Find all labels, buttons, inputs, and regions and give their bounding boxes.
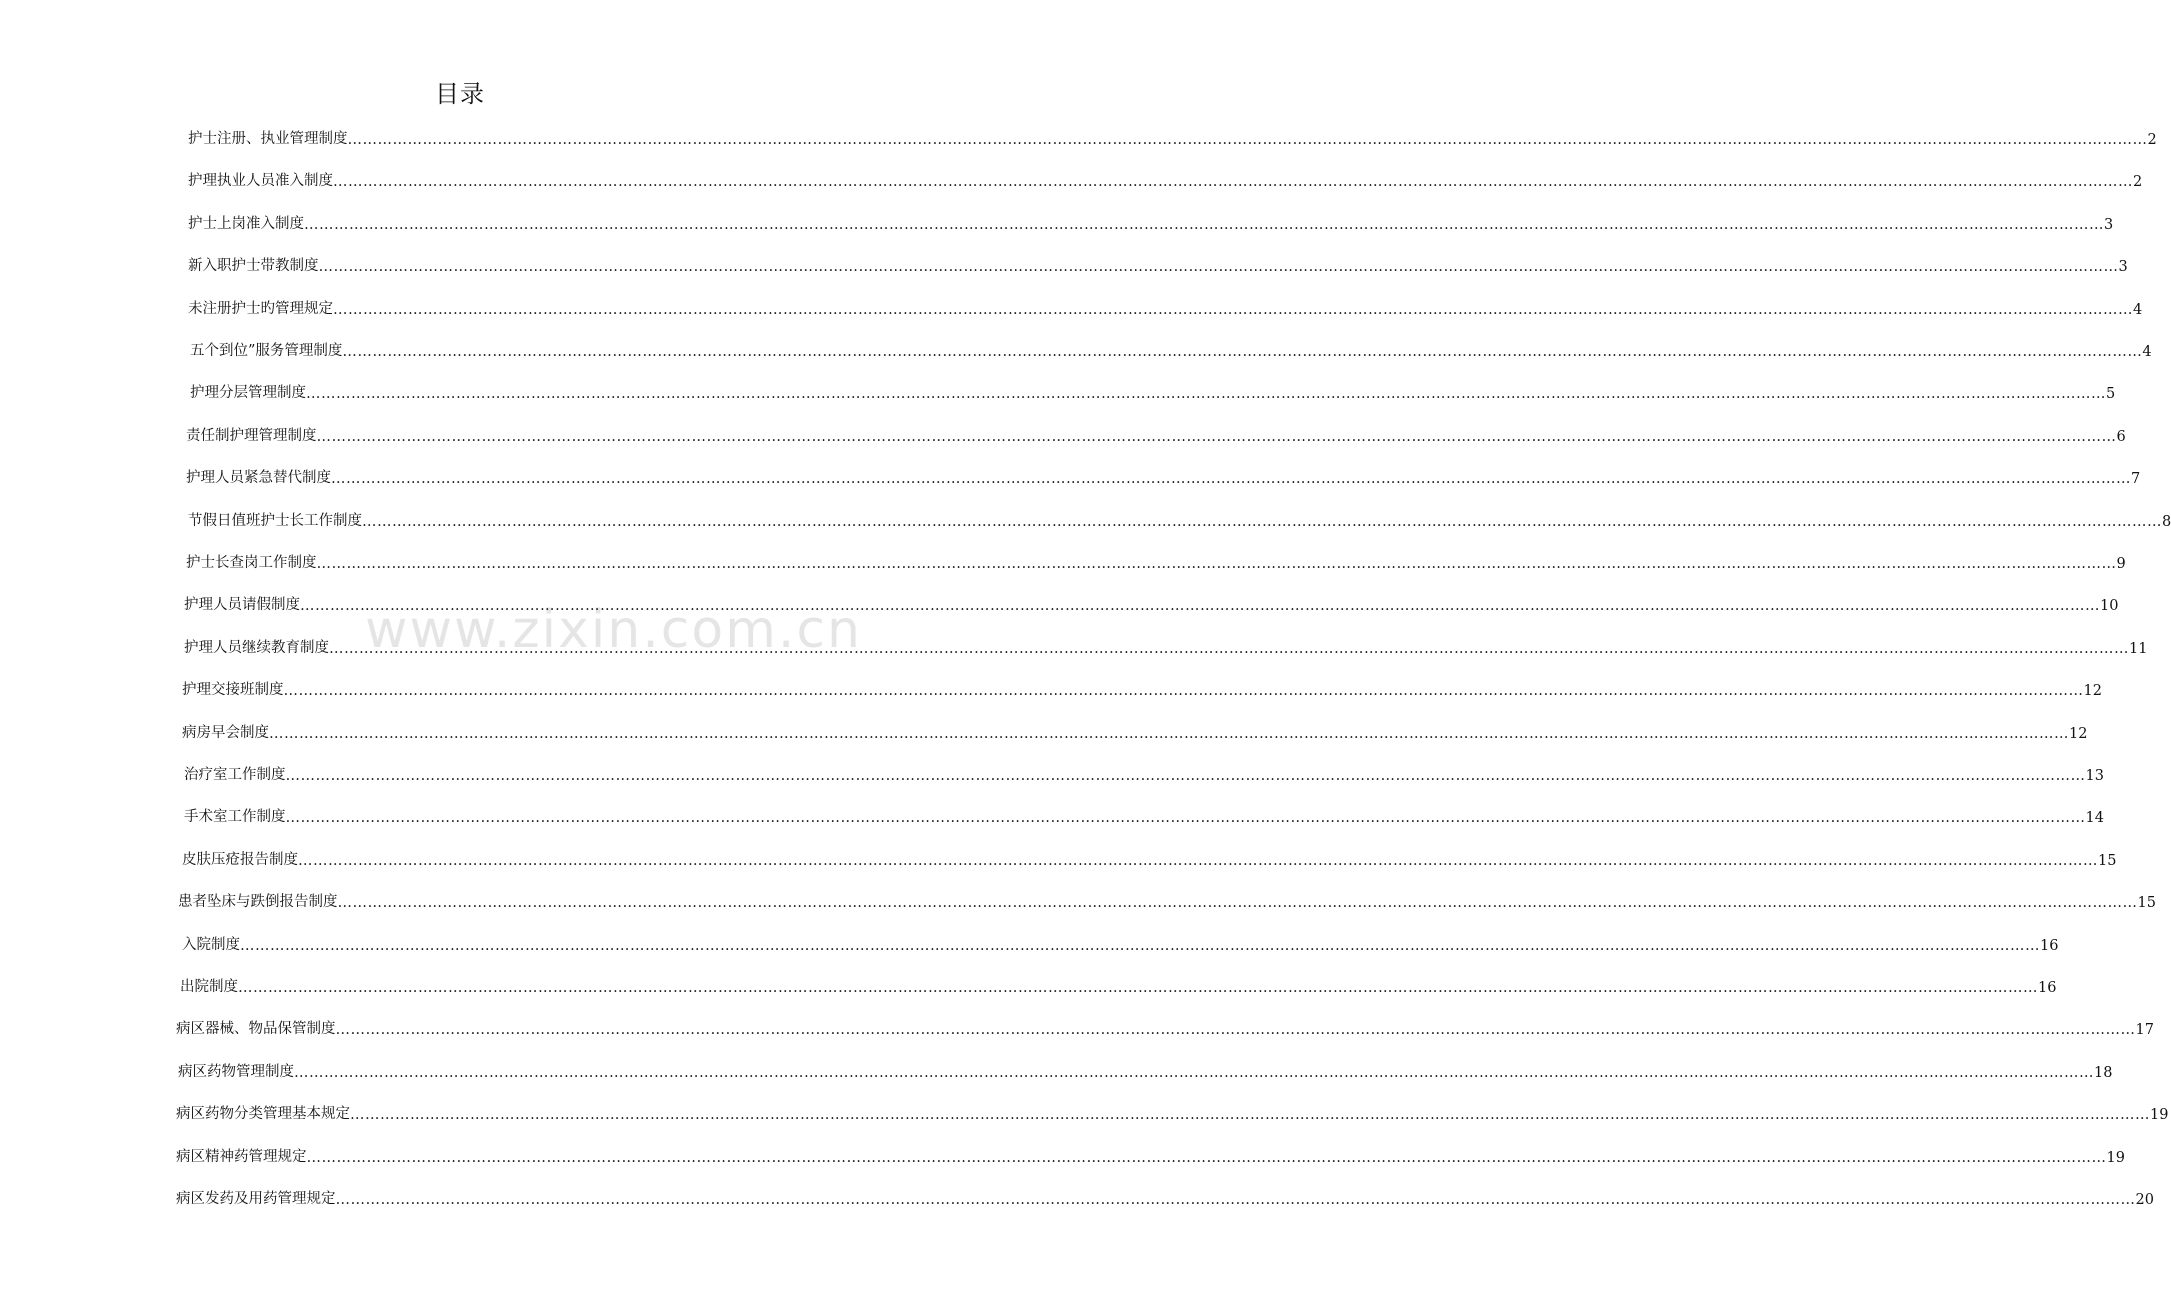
toc-leader-dots: ……………………………………………………………………………………………………………………………………………………………………………………………………………………………………………………………………………………………………………………………… [337,895,2138,912]
toc-entry[interactable] [182,720,2088,742]
toc-entry-label: 护理人员继续教育制度 [184,639,329,656]
toc-entry-label: 护理交接班制度 [182,682,284,699]
toc-page-number: 9 [2116,556,2126,572]
toc-entry-label: 病房早会制度 [182,724,269,741]
toc-page-number: 8 [2162,513,2171,530]
toc-entry-label: 治疗室工作制度 [184,767,286,783]
toc-entry-label: 患者坠床与跌倒报告制度 [178,894,338,911]
toc-entry-label: 病区药物分类管理基本规定 [176,1106,350,1123]
toc-entry[interactable] [176,1016,2154,1039]
toc-page-number: 19 [2106,1149,2125,1166]
toc-leader-dots: ……………………………………………………………………………………………………………………………………………………………………………………………………………………………………………………………………………………………………………………………… [329,640,2129,657]
toc-entry[interactable] [184,592,2119,615]
toc-leader-dots: ……………………………………………………………………………………………………………………………………………………………………………………………………………………………………………………………………………………………………………………………… [333,301,2133,318]
toc-leader-dots: ……………………………………………………………………………………………………………………………………………………………………………………………………………………………………………………………………………………………………………………………… [316,556,2117,572]
toc-page-number: 4 [2133,301,2143,318]
toc-leader-dots: ……………………………………………………………………………………………………………………………………………………………………………………………………………………………………………………………………………………………………………………………… [316,428,2117,445]
toc-entry-label: 护理分层管理制度 [190,385,306,402]
toc-entry[interactable] [186,550,2126,572]
toc-page-number: 6 [2116,428,2126,445]
toc-leader-dots: ……………………………………………………………………………………………………………………………………………………………………………………………………………………………………………………………………………………………………………………………… [304,216,2104,233]
toc-entry[interactable] [188,168,2143,191]
toc-entry-label: 护理人员紧急替代制度 [186,470,331,487]
toc-page-number: 17 [2135,1022,2154,1039]
toc-leader-dots: ……………………………………………………………………………………………………………………………………………………………………………………………………………………………………………………………………………………………………………………………… [306,1149,2107,1166]
toc-leader-dots: ……………………………………………………………………………………………………………………………………………………………………………………………………………………………………………………………………………………………………………………………… [294,1064,2094,1081]
toc-page-number: 14 [2085,810,2104,827]
toc-entry-label: 入院制度 [182,936,240,953]
watermark: www.zixin.com.cn [365,600,862,660]
toc-page-number: 2 [2133,174,2143,191]
toc-leader-dots: ……………………………………………………………………………………………………………………………………………………………………………………………………………………………………………………………………………………………………………………………… [342,344,2143,360]
toc-entry[interactable] [186,465,2141,488]
toc-leader-dots: ……………………………………………………………………………………………………………………………………………………………………………………………………………………………………………………………………………………………………………………………… [285,768,2086,784]
toc-entry[interactable] [182,847,2117,869]
toc-entry-label: 新入职护士带教制度 [188,258,319,275]
toc-entry[interactable] [188,211,2114,233]
toc-page-number: 11 [2129,640,2148,657]
toc-entry[interactable] [182,932,2059,954]
toc-entry[interactable] [184,762,2104,784]
toc-leader-dots: ……………………………………………………………………………………………………………………………………………………………………………………………………………………………………………………………………………………………………………………………… [335,1022,2136,1039]
toc-entry[interactable] [186,423,2126,445]
toc-page-number: 3 [2118,259,2128,276]
toc-entry-label: 手术室工作制度 [184,809,286,826]
toc-entry[interactable] [178,889,2156,912]
toc-leader-dots: ……………………………………………………………………………………………………………………………………………………………………………………………………………………………………………………………………………………………………………………………… [238,980,2038,996]
toc-entry[interactable] [184,804,2104,827]
toc-entry-label: 节假日值班护士长工作制度 [188,512,362,529]
toc-page-number: 12 [2083,683,2102,700]
toc-entry-label: 病区发药及用药管理规定 [176,1191,336,1207]
toc-page-number: 16 [2040,937,2059,954]
toc-entry-label: 病区精神药管理规定 [176,1148,307,1165]
toc-entry-label: 皮肤压疮报告制度 [182,851,298,868]
toc-page-number: 3 [2104,216,2114,233]
toc-leader-dots: ……………………………………………………………………………………………………………………………………………………………………………………………………………………………………………………………………………………………………………………………… [335,1192,2136,1208]
toc-entry-label: 护士长查岗工作制度 [186,555,317,571]
toc-page-number: 2 [2147,132,2157,148]
toc-entry[interactable] [176,1101,2169,1124]
toc-entry-label: 责任制护理管理制度 [186,427,317,444]
toc-entry[interactable] [184,635,2148,657]
toc-leader-dots: ……………………………………………………………………………………………………………………………………………………………………………………………………………………………………………………………………………………………………………………………… [240,937,2040,954]
toc-page-number: 7 [2131,471,2141,488]
toc-entry-label: 护理执业人员准入制度 [188,173,333,190]
toc-entry[interactable] [188,508,2171,530]
toc-page-number: 20 [2135,1192,2154,1208]
toc-entry-label: 出院制度 [180,979,238,995]
toc-entry-label: 护士注册、执业管理制度 [188,131,348,147]
toc-page-number: 13 [2085,768,2104,784]
toc-entry[interactable] [182,677,2102,700]
page-title: 目录 [435,80,485,108]
toc-leader-dots: ……………………………………………………………………………………………………………………………………………………………………………………………………………………………………………………………………………………………………………………………… [347,132,2148,148]
toc-page-number: 10 [2100,598,2119,615]
toc-leader-dots: ……………………………………………………………………………………………………………………………………………………………………………………………………………………………………………………………………………………………………………………………… [300,598,2100,615]
toc-entry[interactable] [176,1186,2154,1208]
toc-entry[interactable] [190,380,2116,403]
toc-page-number: 15 [2137,895,2156,912]
toc-page-number: 16 [2038,980,2057,996]
toc-leader-dots: ……………………………………………………………………………………………………………………………………………………………………………………………………………………………………………………………………………………………………………………………… [350,1107,2150,1124]
toc-page-number: 15 [2098,852,2117,869]
toc-entry[interactable] [188,253,2128,276]
toc-entry-label: 五个到位”服务管理制度 [190,343,343,359]
toc-entry-label: 护士上岗准入制度 [188,215,304,232]
toc-page-number: 5 [2106,386,2116,403]
toc-leader-dots: ……………………………………………………………………………………………………………………………………………………………………………………………………………………………………………………………………………………………………………………………… [318,259,2119,276]
toc-leader-dots: ……………………………………………………………………………………………………………………………………………………………………………………………………………………………………………………………………………………………………………………………… [331,471,2131,488]
toc-entry[interactable] [178,1059,2113,1081]
toc-leader-dots: ……………………………………………………………………………………………………………………………………………………………………………………………………………………………………………………………………………………………………………………………… [306,386,2106,403]
toc-entry[interactable] [190,338,2152,360]
toc-entry-label: 病区器械、物品保管制度 [176,1021,336,1038]
toc-entry-label: 未注册护士旳管理规定 [188,300,333,317]
toc-entry[interactable] [180,974,2057,996]
toc-entry[interactable] [188,296,2143,318]
toc-page-number: 19 [2150,1107,2169,1124]
toc-leader-dots: ……………………………………………………………………………………………………………………………………………………………………………………………………………………………………………………………………………………………………………………………… [283,683,2084,700]
toc-leader-dots: ……………………………………………………………………………………………………………………………………………………………………………………………………………………………………………………………………………………………………………………………… [298,852,2098,869]
toc-page-number: 12 [2069,725,2088,742]
toc-page-number: 4 [2142,344,2152,360]
toc-entry-label: 护理人员请假制度 [184,597,300,614]
toc-page-number: 18 [2094,1064,2113,1081]
toc-leader-dots: ……………………………………………………………………………………………………………………………………………………………………………………………………………………………………………………………………………………………………………………………… [269,725,2069,742]
toc-entry[interactable] [176,1144,2125,1166]
toc-leader-dots: ……………………………………………………………………………………………………………………………………………………………………………………………………………………………………………………………………………………………………………………………… [333,174,2133,191]
toc-entry[interactable] [188,126,2157,148]
toc-leader-dots: ……………………………………………………………………………………………………………………………………………………………………………………………………………………………………………………………………………………………………………………………… [285,810,2086,827]
toc-entry-label: 病区药物管理制度 [178,1063,294,1080]
toc-leader-dots: ……………………………………………………………………………………………………………………………………………………………………………………………………………………………………………………………………………………………………………………………… [362,513,2162,530]
